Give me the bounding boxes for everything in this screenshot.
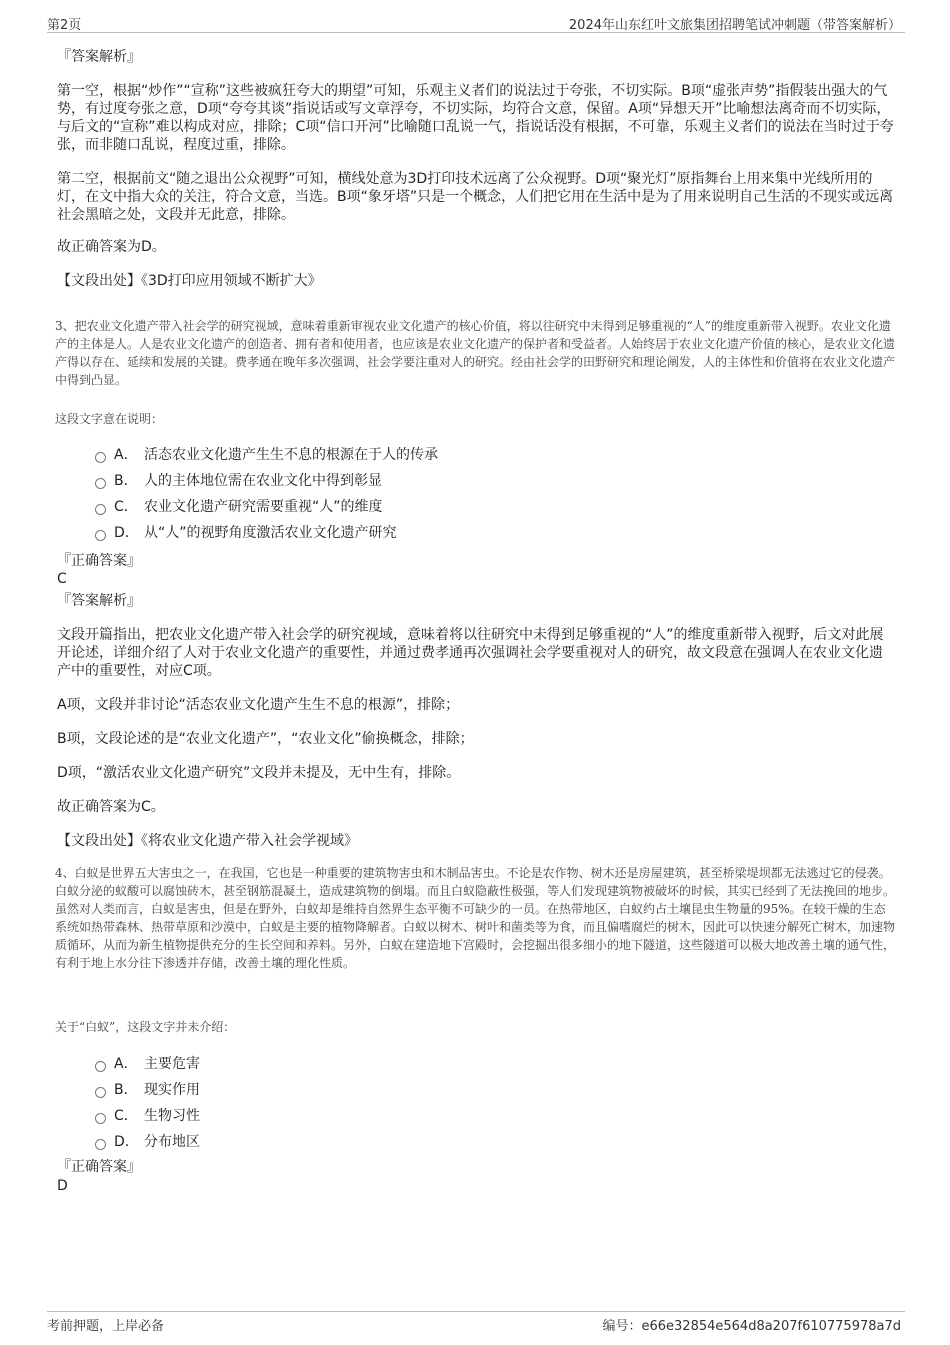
option-a[interactable]: A． 活态农业文化遗产生生不息的根源在于人的传承 xyxy=(95,446,438,464)
page-number: 第2页 xyxy=(47,18,82,33)
question-stem: 3、把农业文化遗产带入社会学的研究视域，意味着重新审视农业文化遗产的核心价值，将以往研究中未得到足够重视的“人”的维度重新带入视野。农业文化遗产的主体是人。人是农业文化遗产的创造者、拥有者和使用者，也应该是农业文化遗产的保护者和受益者。人始终居于农业文化遗产价值的核心，是农业文化遗产得以存在、延续和发展的关键。费孝通在晚年多次强调，社会学要注重对人的研究。经由社会学的田野研究和理论阐发，人的主体性和价值将在农业文化遗产中得到凸显。 xyxy=(55,319,896,387)
footer-slogan: 考前押题，上岸必备 xyxy=(47,1319,165,1334)
option-c[interactable]: C． 生物习性 xyxy=(95,1107,200,1125)
question-stem: 4、白蚁是世界五大害虫之一，在我国，它也是一种重要的建筑物害虫和木制品害虫。不论是农作物、树木还是房屋建筑，甚至桥梁堤坝都无法逃过它的侵袭。白蚁分泌的蚁酸可以腐蚀砖木，甚至钢筋混凝土，造成建筑物的倒塌。而且白蚁隐蔽性极强，等人们发现建筑物被破坏的时候，其实已经到了无法挽回的地步。虽然对人类而言，白蚁是害虫，但是在野外，白蚁却是维持自然界生态平衡不可缺少的一员。在热带地区，白蚁约占土壤昆虫生物量的95%。在较干燥的生态系统如热带森林、热带草原和沙漠中，白蚁是主要的植物降解者。白蚁以树木、树叶和菌类等为食，而且偏嗜腐烂的树木，因此可以快速分解死亡树木，加速物质循环，从而为新生植物提供充分的生长空间和养料。另外，白蚁在建造地下宫殿时，会挖掘出很多细小的地下隧道，这些隧道可以极大地改善土壤的通气性，有利于地上水分往下渗透并存储，改善土壤的理化性质。 xyxy=(55,866,896,970)
radio-icon[interactable] xyxy=(95,504,106,515)
question-prompt: 这段文字意在说明： xyxy=(55,412,164,426)
answer-conclusion: 故正确答案为D。 xyxy=(57,239,166,255)
radio-icon[interactable] xyxy=(95,530,106,541)
correct-answer-label: 『正确答案』 xyxy=(57,553,141,569)
analysis-paragraph: 第二空，根据前文“随之退出公众视野”可知，横线处意为3D打印技术远离了公众视野。D项“聚光灯”原指舞台上用来集中光线所用的灯，在文中指大众的关注，符合文意，当选。B项“象牙塔”只是一个概念，人们把它用在生活中是为了用来说明自己生活的不现实或远离社会黑暗之处，文段并无此意，排除。 xyxy=(57,171,894,223)
document-id: 编号：e66e32854e564d8a207f610775978a7d xyxy=(602,1319,901,1334)
answer-conclusion: 故正确答案为C。 xyxy=(57,799,165,815)
correct-answer-label: 『正确答案』 xyxy=(57,1159,141,1175)
analysis-paragraph: 第一空，根据“炒作”“宣称”这些被疯狂夸大的期望”可知，乐观主义者们的说法过于夸张，不切实际。B项“虚张声势”指假装出强大的气势，有过度夸张之意，D项“夸夸其谈”指说话或写文章浮夸，不切实际，均符合文意，保留。A项“异想天开”比喻想法离奇而不切实际，与后文的“宣称”难以构成对应，排除；C项“信口开河”比喻随口乱说一气，指说话没有根据，不可靠，乐观主义者们的说法在当时过于夸张，而非随口乱说，程度过重，排除。 xyxy=(57,83,894,153)
option-b[interactable]: B． 人的主体地位需在农业文化中得到彰显 xyxy=(95,472,382,490)
passage-source: 【文段出处】《3D打印应用领域不断扩大》 xyxy=(57,273,322,289)
passage-source: 【文段出处】《将农业文化遗产带入社会学视域》 xyxy=(57,833,358,849)
option-a[interactable]: A． 主要危害 xyxy=(95,1055,200,1073)
option-c[interactable]: C． 农业文化遗产研究需要重视“人”的维度 xyxy=(95,498,383,516)
analysis-line-d: D项，“激活农业文化遗产研究”文段并未提及，无中生有，排除。 xyxy=(57,765,461,781)
radio-icon[interactable] xyxy=(95,452,106,463)
document-title: 2024年山东红叶文旅集团招聘笔试冲刺题（带答案解析） xyxy=(568,18,901,33)
analysis-line-a: A项，文段并非讨论“活态农业文化遗产生生不息的根源”，排除； xyxy=(57,697,460,713)
analysis-paragraph: 文段开篇指出，把农业文化遗产带入社会学的研究视域，意味着将以往研究中未得到足够重视的“人”的维度重新带入视野，后文对此展开论述，详细介绍了人对于农业文化遗产的重要性，并通过费孝通再次强调社会学要重视对人的研究，故文段意在强调人在农业文化遗产中的重要性，对应C项。 xyxy=(57,627,884,679)
option-d[interactable]: D． 分布地区 xyxy=(95,1133,200,1151)
correct-answer: D xyxy=(57,1178,68,1194)
option-d[interactable]: D． 从“人”的视野角度激活农业文化遗产研究 xyxy=(95,524,397,542)
page-footer xyxy=(47,1311,905,1336)
page-header xyxy=(47,14,905,33)
radio-icon[interactable] xyxy=(95,1087,106,1098)
analysis-line-b: B项，文段论述的是“农业文化遗产”，“农业文化”偷换概念，排除； xyxy=(57,731,474,747)
radio-icon[interactable] xyxy=(95,1113,106,1124)
correct-answer: C xyxy=(57,571,67,587)
radio-icon[interactable] xyxy=(95,1139,106,1150)
radio-icon[interactable] xyxy=(95,1061,106,1072)
analysis-label: 『答案解析』 xyxy=(57,49,141,65)
option-b[interactable]: B． 现实作用 xyxy=(95,1081,200,1099)
analysis-label: 『答案解析』 xyxy=(57,593,141,609)
radio-icon[interactable] xyxy=(95,478,106,489)
question-prompt: 关于“白蚁”，这段文字并未介绍： xyxy=(55,1020,236,1034)
